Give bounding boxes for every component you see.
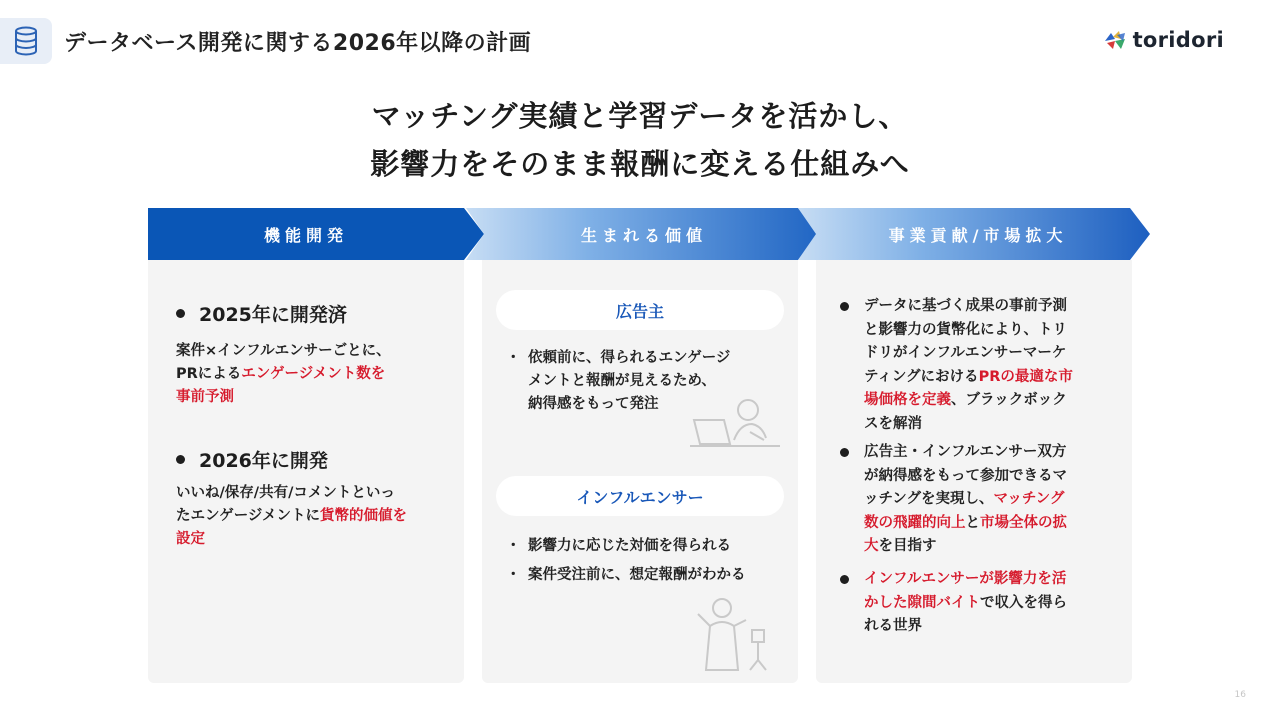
company-logo [1103,28,1224,52]
column-business [816,260,1132,683]
text-line: れる世界 [864,618,922,634]
group-title-advertiser: 広告主 [496,290,784,330]
arrow-label-business: 事業貢献/市場拡大 [888,225,1068,245]
headline [0,92,1280,188]
toridori-logo-icon [1103,29,1127,51]
text-span: を目指す [878,538,937,554]
highlight-text: インフルエンサーが影響力を活 [864,571,1067,587]
text-span: たエンゲージメントに [176,508,320,524]
arrow-banner-value [466,208,818,260]
page-number: 16 [1234,690,1246,700]
influencer-camera-illustration-icon [690,594,782,672]
business-point-1 [840,295,1100,436]
headline-line-1: マッチング実績と学習データを活かし、 [371,99,909,133]
text-line: データに基づく成果の事前予測 [864,298,1067,314]
bullet-dot [840,575,849,584]
bullet-dot [176,309,185,318]
text-span: PRによる [176,366,242,382]
highlight-text: PRの最適な市 [978,368,1073,385]
section-text-2026 [176,482,456,551]
column-value [482,260,798,683]
arrow-label-feature-dev: 機能開発 [263,225,348,245]
person-laptop-illustration-icon [690,396,782,452]
text-span: で収入を得ら [980,594,1067,611]
highlight-text: 設定 [176,531,205,547]
bullet-dot [840,302,849,311]
bullet-dot [176,455,185,464]
text-line: 影響力に応じた対価を得られる [528,538,731,554]
section-heading-2025 [176,300,347,327]
highlight-text: 事前予測 [176,389,234,405]
highlight-text: 貨幣的価値を [319,508,407,524]
section-text-2025 [176,340,446,409]
text-span: と [965,514,980,531]
text-line: 案件×インフルエンサーごとに、 [176,343,391,359]
text-span: 、ブラックボック [951,392,1067,408]
text-line: いいね/保存/共有/コメントといっ [176,485,395,501]
highlight-text: マッチング [993,491,1065,507]
section-heading-2026-text: 2026年に開発 [199,450,328,472]
logo-text: toridori [1132,28,1224,52]
bullet-marker: ・ [506,350,521,366]
bullet-dot [840,448,849,457]
highlight-text: 場価格を定義 [864,392,951,408]
text-line: メントと報酬が見えるため、 [528,373,716,389]
page-title: データベース開発に関する2026年以降の計画 [64,31,532,56]
section-heading-2026 [176,446,328,473]
text-line: 広告主・インフルエンサー双方 [864,444,1067,460]
text-line: 納得感をもって発注 [528,396,659,412]
text-line: と影響力の貨幣化により、トリ [864,321,1067,338]
group-title-influencer: インフルエンサー [496,476,784,516]
highlight-text: 大 [864,538,879,554]
column-feature-dev [148,260,464,683]
text-line: ドリがインフルエンサーマーケ [864,345,1067,361]
text-line: スを解消 [864,415,922,432]
database-icon [0,18,52,64]
highlight-text: かした隙間バイト [864,594,980,611]
text-span: ッチングを実現し、 [864,491,994,507]
arrow-banner-feature-dev [148,208,484,260]
headline-line-2: 影響力をそのまま報酬に変える仕組みへ [370,147,910,181]
section-heading-2025-text: 2025年に開発済 [199,304,347,326]
highlight-text: 市場全体の拡 [980,514,1067,531]
highlight-text: エンゲージメント数を [241,366,386,382]
text-line: 依頼前に、得られるエンゲージ [528,350,731,366]
highlight-text: 数の飛躍的向上 [864,514,966,531]
text-line: 案件受注前に、想定報酬がわかる [528,567,746,583]
arrow-label-value: 生まれる価値 [580,225,707,245]
business-point-3 [840,568,1100,639]
bullet-marker: ・ [506,538,521,554]
text-line: が納得感をもって参加できるマ [864,467,1067,484]
arrow-banner-business [798,208,1150,260]
text-span: ティングにおける [864,368,979,385]
influencer-benefit-1 [506,535,786,558]
influencer-benefit-2 [506,564,786,587]
bullet-marker: ・ [506,567,521,583]
business-point-2 [840,441,1100,559]
